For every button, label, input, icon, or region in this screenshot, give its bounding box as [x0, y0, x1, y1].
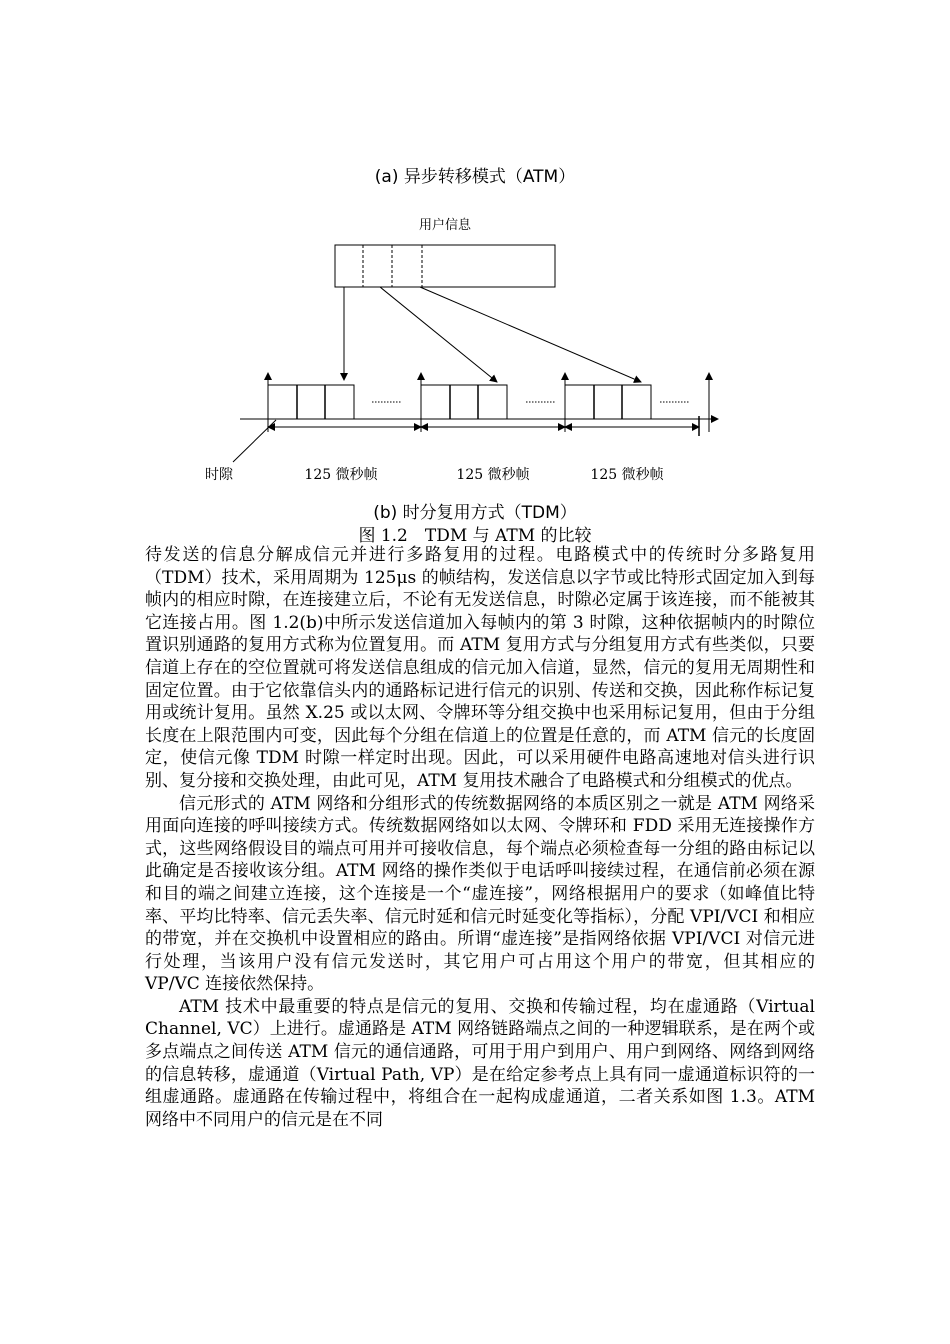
user-info-block — [335, 245, 555, 287]
user-info-label: 用户信息 — [418, 218, 472, 233]
paragraph-1: 待发送的信息分解成信元并进行多路复用的过程。电路模式中的传统时分多路复用（TDM）技术，采用周期为 125μs 的帧结构，发送信息以字节或比特形式固定加入到每帧内的相应时隙，在连接建立后，不论有无发送信息，时隙必定属于该连接，而不能被其它连接占用。图 1.2(b)中所示发送信道加入每帧内的第 3 时隙，这种依据帧内的时隙位置识别通路的复用方式称为位置复用。而 ATM 复用方式与分组复用方式有些类似，只要信道上存在的空位置就可将发送信息组成的信元加入信道，显然，信元的复用无周期性和固定位置。由于它依靠信头内的通路标记进行信元的识别、传送和交换，因此称作标记复用或统计复用。虽然 X.25 或以太网、令牌环等分组交换中也采用标记复用，但由于分组长度在上限范围内可变，因此每个分组在信道上的位置是任意的，而 ATM 信元的长度固定，使信元像 TDM 时隙一样定时出现。因此，可以采用硬件电路高速地对信头进行识别、复分接和交换处理，由此可见，ATM 复用技术融合了电路模式和分组模式的优点。 — [145, 545, 815, 791]
slot-pointer-line — [233, 420, 276, 462]
paragraph-2: 信元形式的 ATM 网络和分组形式的传统数据网络的本质区别之一就是 ATM 网络采用面向连接的呼叫接续方式。传统数据网络如以太网、令牌环和 FDD 采用无连接操作方式，这些网络假设目的端点可用并可接收信息，每个端点必须检查每一分组的路由标记以此确定是否接收该分组。ATM 网络的操作类似于电话呼叫接续过程，在通信前必须在源和目的端之间建立连接，这个连接是一个“虚连接”，网络根据用户的要求（如峰值比特率、平均比特率、信元丢失率、信元时延和信元时延变化等指标），分配 VPI/VCI 和相应的带宽，并在交换机中设置相应的路由。所谓“虚连接”是指网络依据 VPI/VCI 对信元进行处理，当该用户没有信元发送时，其它用户可占用这个用户的带宽，但其相应的 VP/VC 连接依然保持。 — [145, 793, 815, 995]
frame-label-1: 125 微秒帧 — [304, 467, 378, 483]
frame-label-2: 125 微秒帧 — [456, 467, 530, 483]
figure-caption-b: (b) 时分复用方式（TDM） — [373, 503, 577, 523]
slot-label: 时隙 — [205, 467, 233, 483]
arrow-to-frame-2 — [380, 287, 497, 382]
frame-label-3: 125 微秒帧 — [590, 467, 664, 483]
frame-3 — [565, 373, 709, 432]
body-text — [145, 544, 815, 1131]
frame-1 — [268, 373, 402, 432]
frame-2 — [421, 373, 556, 432]
tdm-diagram — [0, 200, 950, 500]
figure-caption-a: (a) 异步转移模式（ATM） — [374, 167, 576, 187]
figure-title: 图 1.2 TDM 与 ATM 的比较 — [358, 526, 592, 546]
paragraph-3: ATM 技术中最重要的特点是信元的复用、交换和传输过程，均在虚通路（Virtual Channel, VC）上进行。虚通路是 ATM 网络链路端点之间的一种逻辑联系，是在两个或多点端点之间传送 ATM 信元的通信通路，可用于用户到用户、用户到网络、网络到网络的信息转移，虚通道（Virtual Path, VP）是在给定参考点上具有同一虚通道标识符的一组虚通路。虚通路在传输过程中，将组合在一起构成虚通道，二者关系如图 1.3。ATM 网络中不同用户的信元是在不同 — [145, 996, 815, 1130]
arrow-to-frame-3 — [420, 287, 641, 382]
